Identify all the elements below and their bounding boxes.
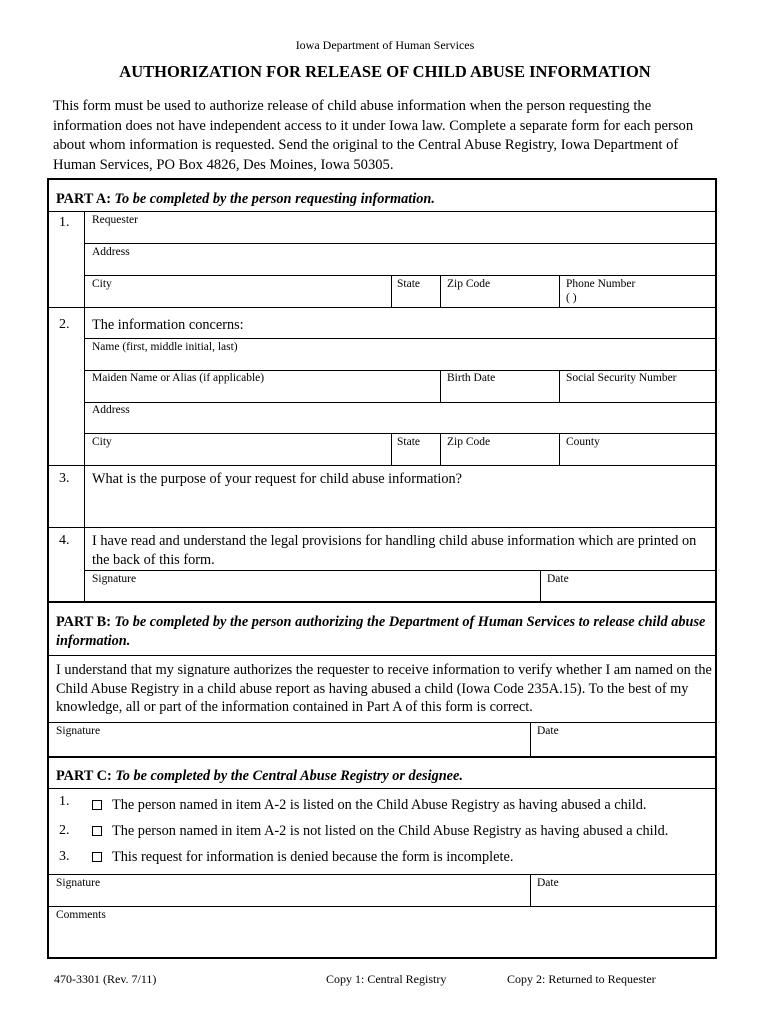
part-b-label: PART B: <box>56 614 111 630</box>
item-4-acknowledgement: I have read and understand the legal provisions for handling child abuse information which are printed on the back of this form. <box>92 533 697 568</box>
part-c-label: PART C: <box>56 768 112 784</box>
option-1-number: 1. <box>59 794 70 809</box>
part-c-instruction: To be completed by the Central Abuse Registry or designee. <box>115 768 463 784</box>
form-box <box>47 178 717 959</box>
requester-state-field[interactable]: State <box>397 278 420 290</box>
form-number: 470-3301 (Rev. 7/11) <box>54 972 157 986</box>
birth-date-field[interactable]: Birth Date <box>447 372 496 384</box>
item-2-text: The information concerns: <box>92 317 244 333</box>
option-3-checkbox[interactable] <box>92 852 102 862</box>
option-1-text: The person named in item A-2 is listed on the Child Abuse Registry as having abused a child. <box>112 797 647 813</box>
item-2-number: 2. <box>59 317 70 332</box>
copy-1-note: Copy 1: Central Registry <box>326 972 447 986</box>
part-c-heading <box>56 768 463 785</box>
option-3[interactable] <box>92 849 513 866</box>
purpose-question[interactable]: What is the purpose of your request for child abuse information? <box>92 471 463 487</box>
requester-address-field[interactable]: Address <box>92 246 130 258</box>
registry-signature-field[interactable]: Signature <box>56 877 101 889</box>
option-2[interactable] <box>92 823 668 840</box>
maiden-name-field[interactable]: Maiden Name or Alias (if applicable) <box>92 372 265 384</box>
part-a-instruction: To be completed by the person requesting information. <box>114 191 435 207</box>
part-b-instruction: To be completed by the person authorizing the Department of Human Services to release child abuse information. <box>56 614 706 649</box>
requester-field[interactable]: Requester <box>92 214 138 226</box>
requester-signature-field[interactable]: Signature <box>92 573 137 585</box>
subject-address-field[interactable]: Address <box>92 404 130 416</box>
requester-date-field[interactable]: Date <box>547 573 569 585</box>
part-b-heading <box>56 613 711 650</box>
authorizer-signature-field[interactable]: Signature <box>56 725 101 737</box>
option-2-checkbox[interactable] <box>92 826 102 836</box>
authorizer-date-field[interactable]: Date <box>537 725 559 737</box>
part-a-heading <box>56 191 435 208</box>
ssn-field[interactable]: Social Security Number <box>566 372 677 384</box>
option-3-number: 3. <box>59 849 70 864</box>
option-3-text: This request for information is denied because the form is incomplete. <box>112 849 514 865</box>
part-a-label: PART A: <box>56 191 111 207</box>
requester-phone-field[interactable]: Phone Number <box>566 278 636 290</box>
subject-zip-field[interactable]: Zip Code <box>447 436 491 448</box>
requester-city-field[interactable]: City <box>92 278 112 290</box>
comments-field[interactable]: Comments <box>56 909 106 921</box>
phone-area-code[interactable]: ( ) <box>566 292 577 304</box>
option-2-number: 2. <box>59 823 70 838</box>
intro-paragraph: This form must be used to authorize release of child abuse information when the person requesting the information does not have independent access to it under Iowa law. Complete a separate form for each person about whom information is requested. Send the original to the Central Abuse Registry, Iowa Department of Human Services, PO Box 4826, Des Moines, Iowa 50305. <box>53 98 694 173</box>
subject-county-field[interactable]: County <box>566 436 600 448</box>
agency-name: Iowa Department of Human Services <box>295 38 475 52</box>
item-1-number: 1. <box>59 215 70 230</box>
form-title: AUTHORIZATION FOR RELEASE OF CHILD ABUSE INFORMATION <box>119 62 651 81</box>
requester-zip-field[interactable]: Zip Code <box>447 278 491 290</box>
item-4-number: 4. <box>59 533 70 548</box>
part-b-consent-text: I understand that my signature authorizes the requester to receive information to verify whether I am named on the Child Abuse Registry in a child abuse report as having abused a child (Iowa Code 235A.15). To the best of my knowledge, all or part of the information contained in Part A of this form is correct. <box>56 662 712 715</box>
option-1[interactable] <box>92 797 646 814</box>
option-2-text: The person named in item A-2 is not listed on the Child Abuse Registry as having abused a child. <box>112 823 669 839</box>
option-1-checkbox[interactable] <box>92 800 102 810</box>
item-3-number: 3. <box>59 471 70 486</box>
registry-date-field[interactable]: Date <box>537 877 559 889</box>
subject-state-field[interactable]: State <box>397 436 420 448</box>
copy-2-note: Copy 2: Returned to Requester <box>507 972 656 986</box>
subject-name-field[interactable]: Name (first, middle initial, last) <box>92 341 238 353</box>
subject-city-field[interactable]: City <box>92 436 112 448</box>
